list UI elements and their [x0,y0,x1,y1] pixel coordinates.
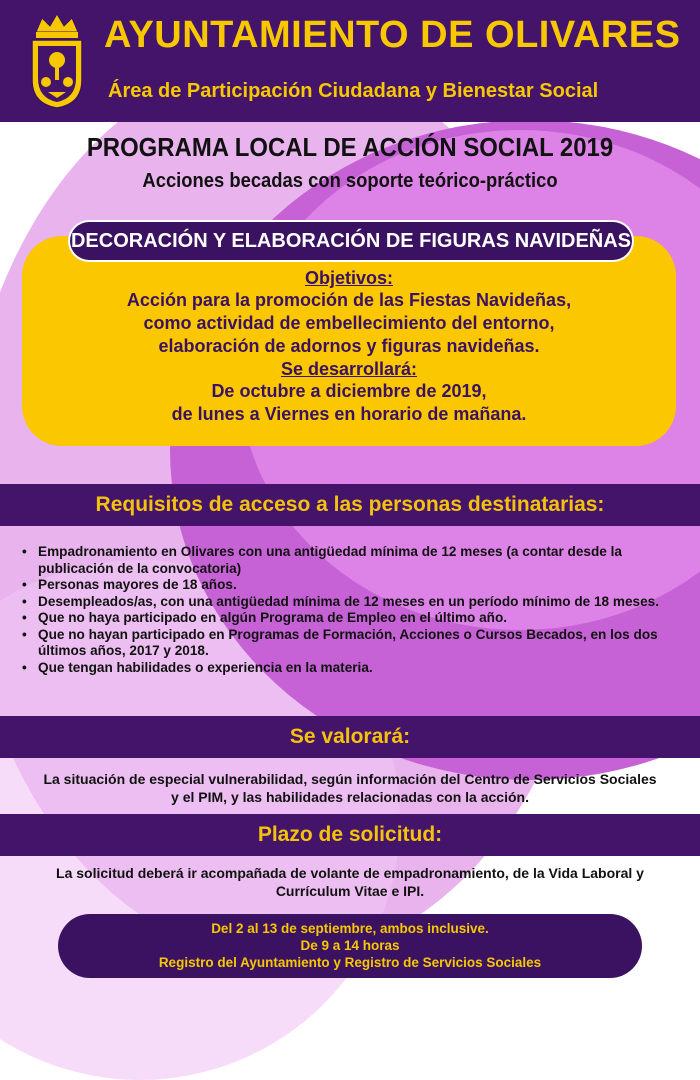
application-heading: Plazo de solicitud: [0,814,700,856]
date-line: Del 2 al 13 de septiembre, ambos inclusive. [211,921,489,936]
schedule-line: De octubre a diciembre de 2019, [211,381,487,401]
schedule-heading: Se desarrollará: [280,359,418,379]
list-item: • Que no haya participado en algún Programa de Empleo en el último año. [22,610,682,627]
date-line: Registro del Ayuntamiento y Registro de Servicios Sociales [158,955,542,970]
list-item: • Desempleados/as, con una antigüedad mínima de 12 meses en un período mínimo de 18 meses. [22,594,682,611]
page-title: AYUNTAMIENTO DE OLIVARES [104,14,681,56]
objectives-line: Acción para la promoción de las Fiestas Navideñas, [126,290,572,310]
municipal-coat-of-arms-icon [28,10,86,110]
requirements-heading: Requisitos de acceso a las personas destinatarias: [0,484,700,526]
page-subtitle: Área de Participación Ciudadana y Bienestar Social [108,80,599,102]
header-band [0,0,700,122]
requirements-list [22,544,682,676]
valuation-heading: Se valorará: [0,716,700,758]
action-title: DECORACIÓN Y ELABORACIÓN DE FIGURAS NAVIDEÑAS [70,222,632,260]
list-item: • Empadronamiento en Olivares con una antigüedad mínima de 12 meses (a contar desde la publicación de la convocatoria) [22,544,682,577]
objectives-heading: Objetivos: [304,268,393,288]
schedule-line: de lunes a Viernes en horario de mañana. [171,404,527,424]
program-subtitle: Acciones becadas con soporte teórico-práctico [142,170,558,192]
valuation-text: La situación de especial vulnerabilidad, según información del Centro de Servicios Sociales y el PIM, y las habilidades relacionadas con la acción. [43,771,657,805]
objectives-line: elaboración de adornos y figuras navideñas. [158,336,540,356]
list-item: • Que tengan habilidades o experiencia en la materia. [22,660,682,677]
date-line: De 9 a 14 horas [300,938,400,953]
list-item: • Personas mayores de 18 años. [22,577,682,594]
application-text: La solicitud deberá ir acompañada de volante de empadronamiento, de la Vida Laboral y Currículum Vitae e IPI. [56,865,644,899]
list-item: • Que no hayan participado en Programas de Formación, Acciones o Cursos Becados, en los dos últimos años, 2017 y 2018. [22,627,682,660]
application-dates-box [58,914,642,978]
program-title: PROGRAMA LOCAL DE ACCIÓN SOCIAL 2019 [86,132,614,162]
objectives-line: como actividad de embellecimiento del entorno, [143,313,555,333]
